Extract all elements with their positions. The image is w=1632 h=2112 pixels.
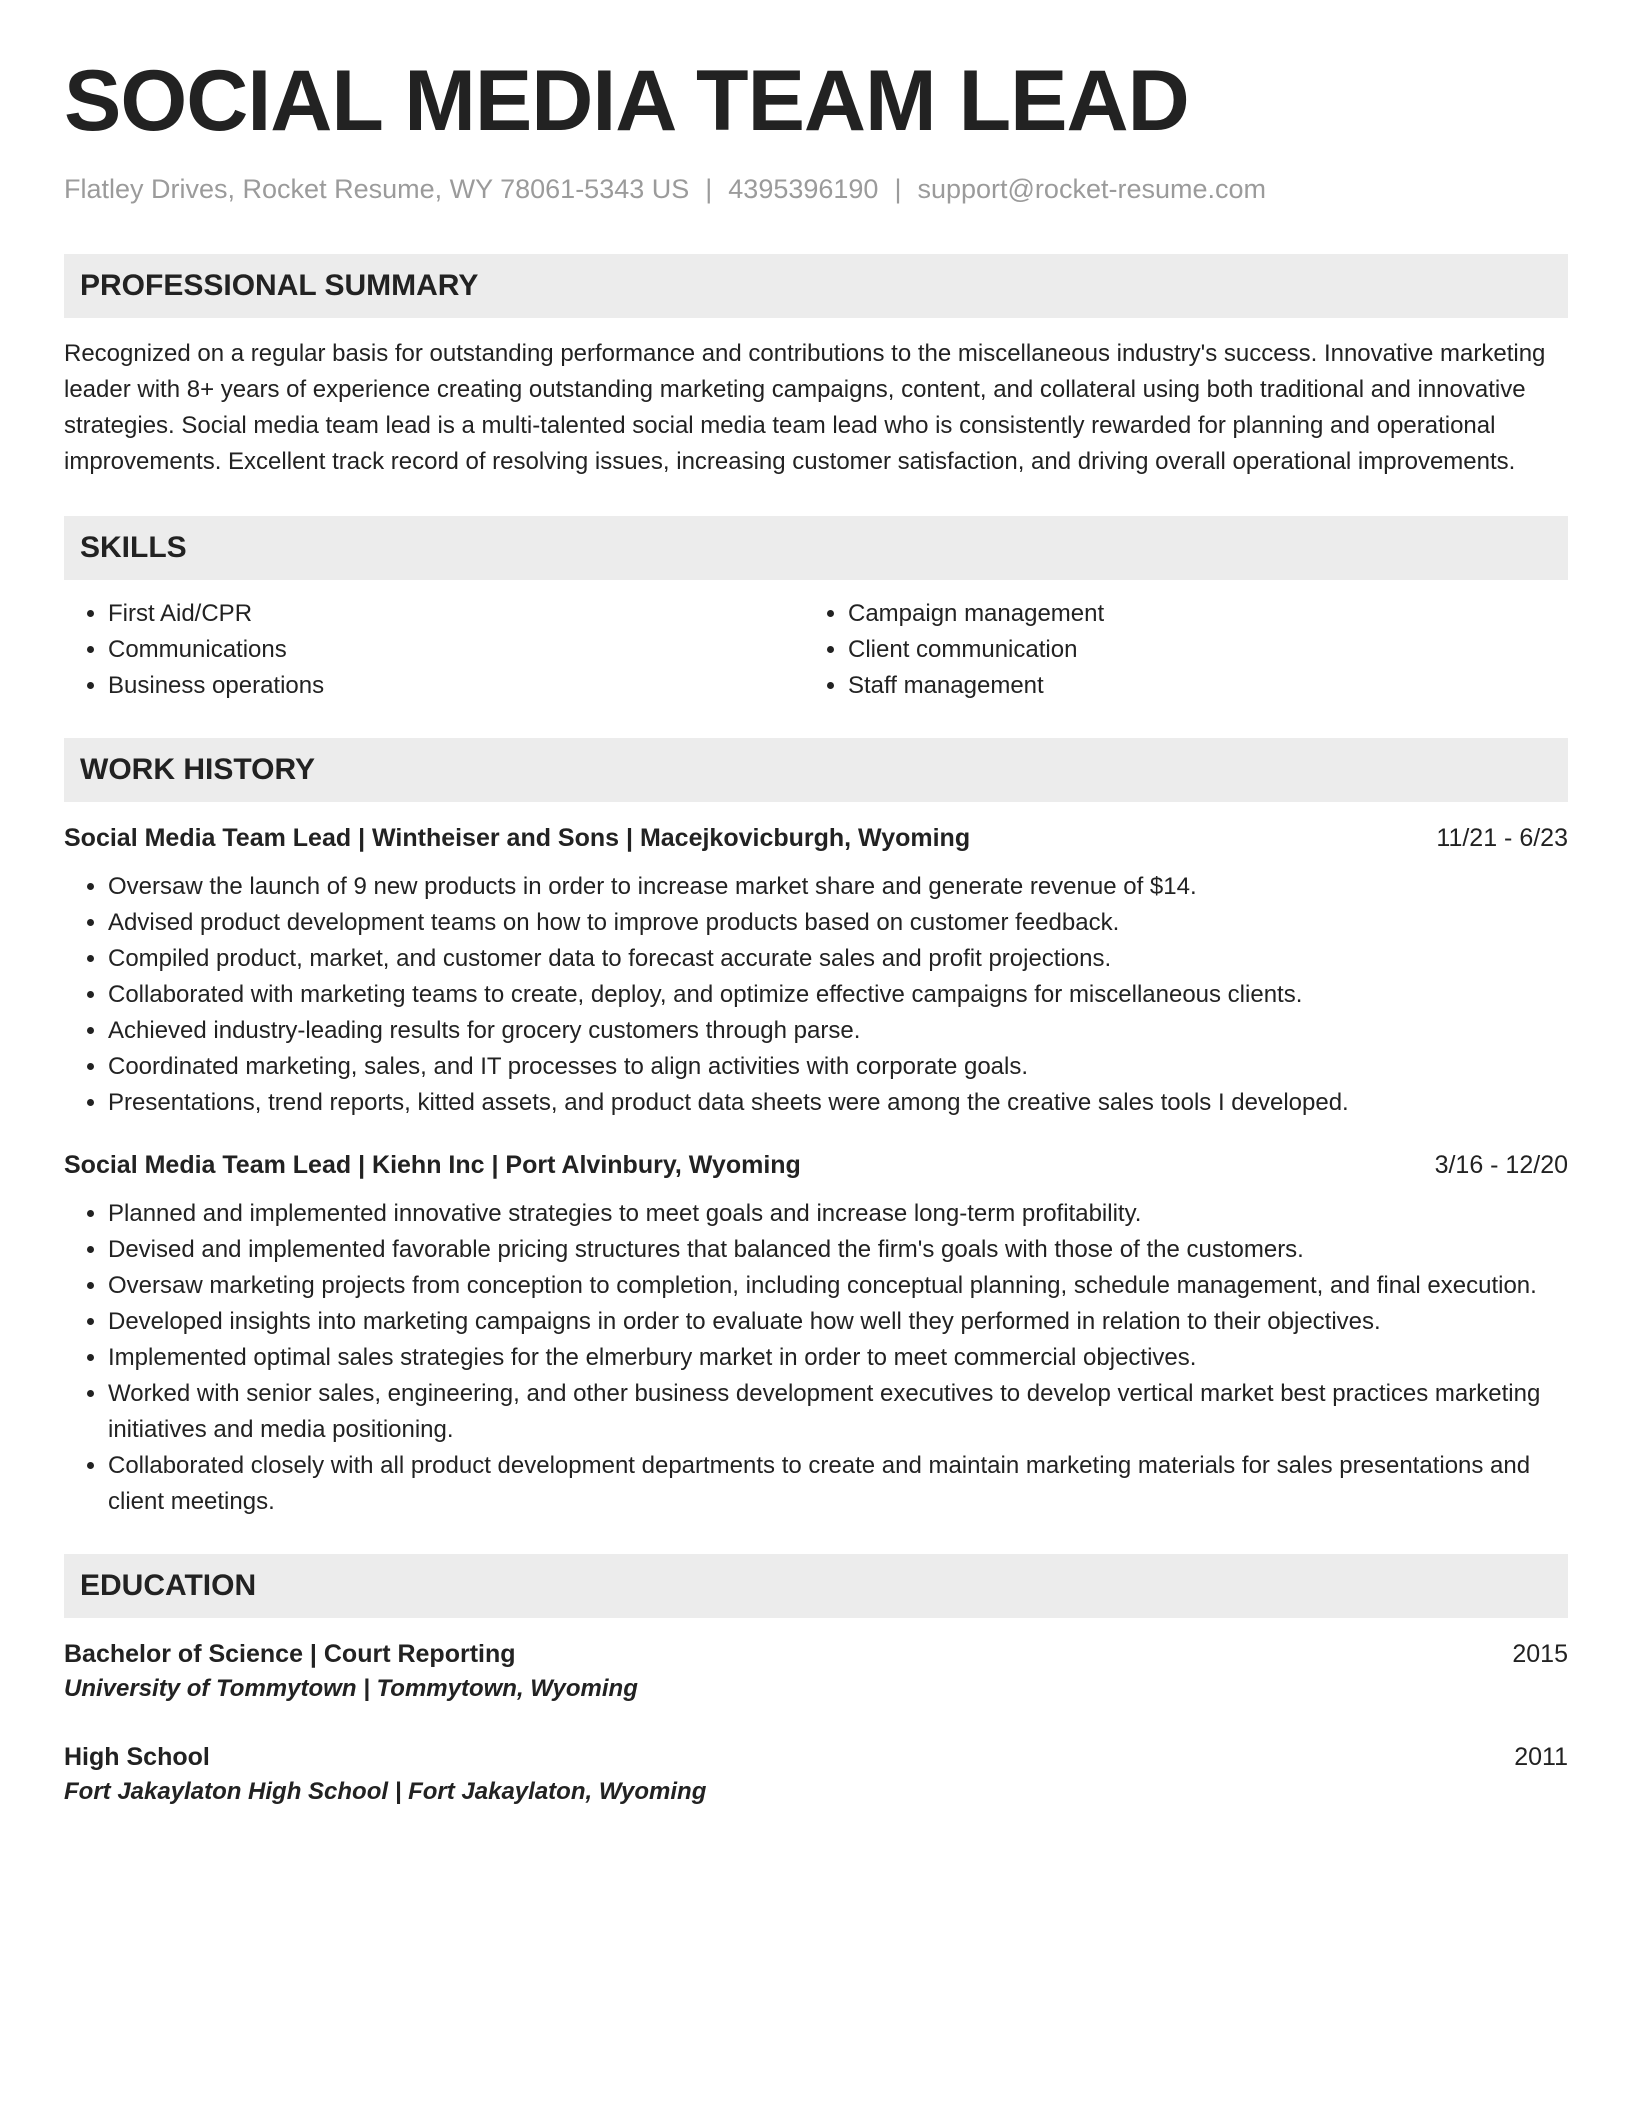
skill-item: • Staff management [848, 668, 1544, 704]
skills-column-left [64, 596, 804, 704]
job-bullets [64, 1196, 1568, 1520]
education-header [64, 1640, 1568, 1669]
education-entry [64, 1743, 1568, 1806]
education-degree: Bachelor of Science | Court Reporting [64, 1640, 516, 1668]
job-title: Social Media Team Lead | Wintheiser and Sons | Macejkovicburgh, Wyoming [64, 824, 971, 852]
candidate-name: SOCIAL MEDIA TEAM LEAD [64, 53, 1189, 149]
summary-text: Recognized on a regular basis for outstanding performance and contributions to the miscellaneous industry's success. Innovative marketing leader with 8+ years of experience creating outstanding marketing campaigns, content, and collateral using both traditional and innovative strategies. Social media team lead is a multi-talented social media team lead who is consistently rewarded for planning and operational improvements. Excellent track record of resolving issues, increasing customer satisfaction, and driving overall operational improvements. [64, 340, 1546, 475]
education-year: 2011 [1514, 1743, 1568, 1771]
skills-column-right [804, 596, 1544, 704]
job-bullet: • Worked with senior sales, engineering, and other business development executives to develop vertical market best practices marketing initiatives and media positioning. [108, 1376, 1568, 1448]
job-bullet: • Oversaw marketing projects from conception to completion, including conceptual planning, schedule management, and final execution. [108, 1268, 1568, 1304]
job-bullet: • Implemented optimal sales strategies for the elmerbury market in order to meet commercial objectives. [108, 1340, 1568, 1376]
contact-address: Flatley Drives, Rocket Resume, WY 78061-5343 US [64, 174, 690, 204]
job-bullet: • Oversaw the launch of 9 new products in order to increase market share and generate revenue of $14. [108, 869, 1568, 905]
contact-separator: | [705, 174, 713, 204]
contact-phone: 4395396190 [728, 174, 879, 204]
education-school: University of Tommytown | Tommytown, Wyoming [64, 1675, 638, 1702]
job-bullet: • Planned and implemented innovative strategies to meet goals and increase long-term profitability. [108, 1196, 1568, 1232]
job-bullet: • Achieved industry-leading results for grocery customers through parse. [108, 1013, 1568, 1049]
skill-item: • First Aid/CPR [108, 596, 804, 632]
skill-item: • Campaign management [848, 596, 1544, 632]
job-bullet: • Developed insights into marketing campaigns in order to evaluate how well they performed in relation to their objectives. [108, 1304, 1568, 1340]
education-header [64, 1743, 1568, 1772]
contact-line [64, 174, 1568, 205]
job-title: Social Media Team Lead | Kiehn Inc | Port Alvinbury, Wyoming [64, 1151, 801, 1179]
section-heading-education: EDUCATION [64, 1554, 1568, 1618]
job-bullet: • Devised and implemented favorable pricing structures that balanced the firm's goals with those of the customers. [108, 1232, 1568, 1268]
job-entry [64, 1151, 1568, 1520]
job-header [64, 1151, 1568, 1180]
job-bullet: • Coordinated marketing, sales, and IT processes to align activities with corporate goals. [108, 1049, 1568, 1085]
education-entry [64, 1640, 1568, 1703]
job-bullet: • Collaborated closely with all product development departments to create and maintain marketing materials for sales presentations and client meetings. [108, 1448, 1568, 1520]
section-heading-summary: PROFESSIONAL SUMMARY [64, 254, 1568, 318]
education-year: 2015 [1512, 1640, 1568, 1668]
job-bullet: • Advised product development teams on how to improve products based on customer feedback. [108, 905, 1568, 941]
job-bullets [64, 869, 1568, 1121]
skill-item: • Business operations [108, 668, 804, 704]
job-dates: 11/21 - 6/23 [1436, 824, 1568, 852]
education-school: Fort Jakaylaton High School | Fort Jakaylaton, Wyoming [64, 1778, 707, 1805]
job-bullet: • Collaborated with marketing teams to create, deploy, and optimize effective campaigns for miscellaneous clients. [108, 977, 1568, 1013]
section-heading-work-history: WORK HISTORY [64, 738, 1568, 802]
skill-item: • Communications [108, 632, 804, 668]
contact-email: support@rocket-resume.com [917, 174, 1266, 204]
job-bullet: • Compiled product, market, and customer data to forecast accurate sales and profit projections. [108, 941, 1568, 977]
skill-item: • Client communication [848, 632, 1544, 668]
job-entry [64, 824, 1568, 1121]
job-bullet: • Presentations, trend reports, kitted assets, and product data sheets were among the creative sales tools I developed. [108, 1085, 1568, 1121]
skills-grid [64, 596, 1568, 704]
job-header [64, 824, 1568, 853]
contact-separator: | [894, 174, 902, 204]
job-dates: 3/16 - 12/20 [1434, 1151, 1568, 1179]
education-degree: High School [64, 1743, 210, 1771]
section-heading-skills: SKILLS [64, 516, 1568, 580]
